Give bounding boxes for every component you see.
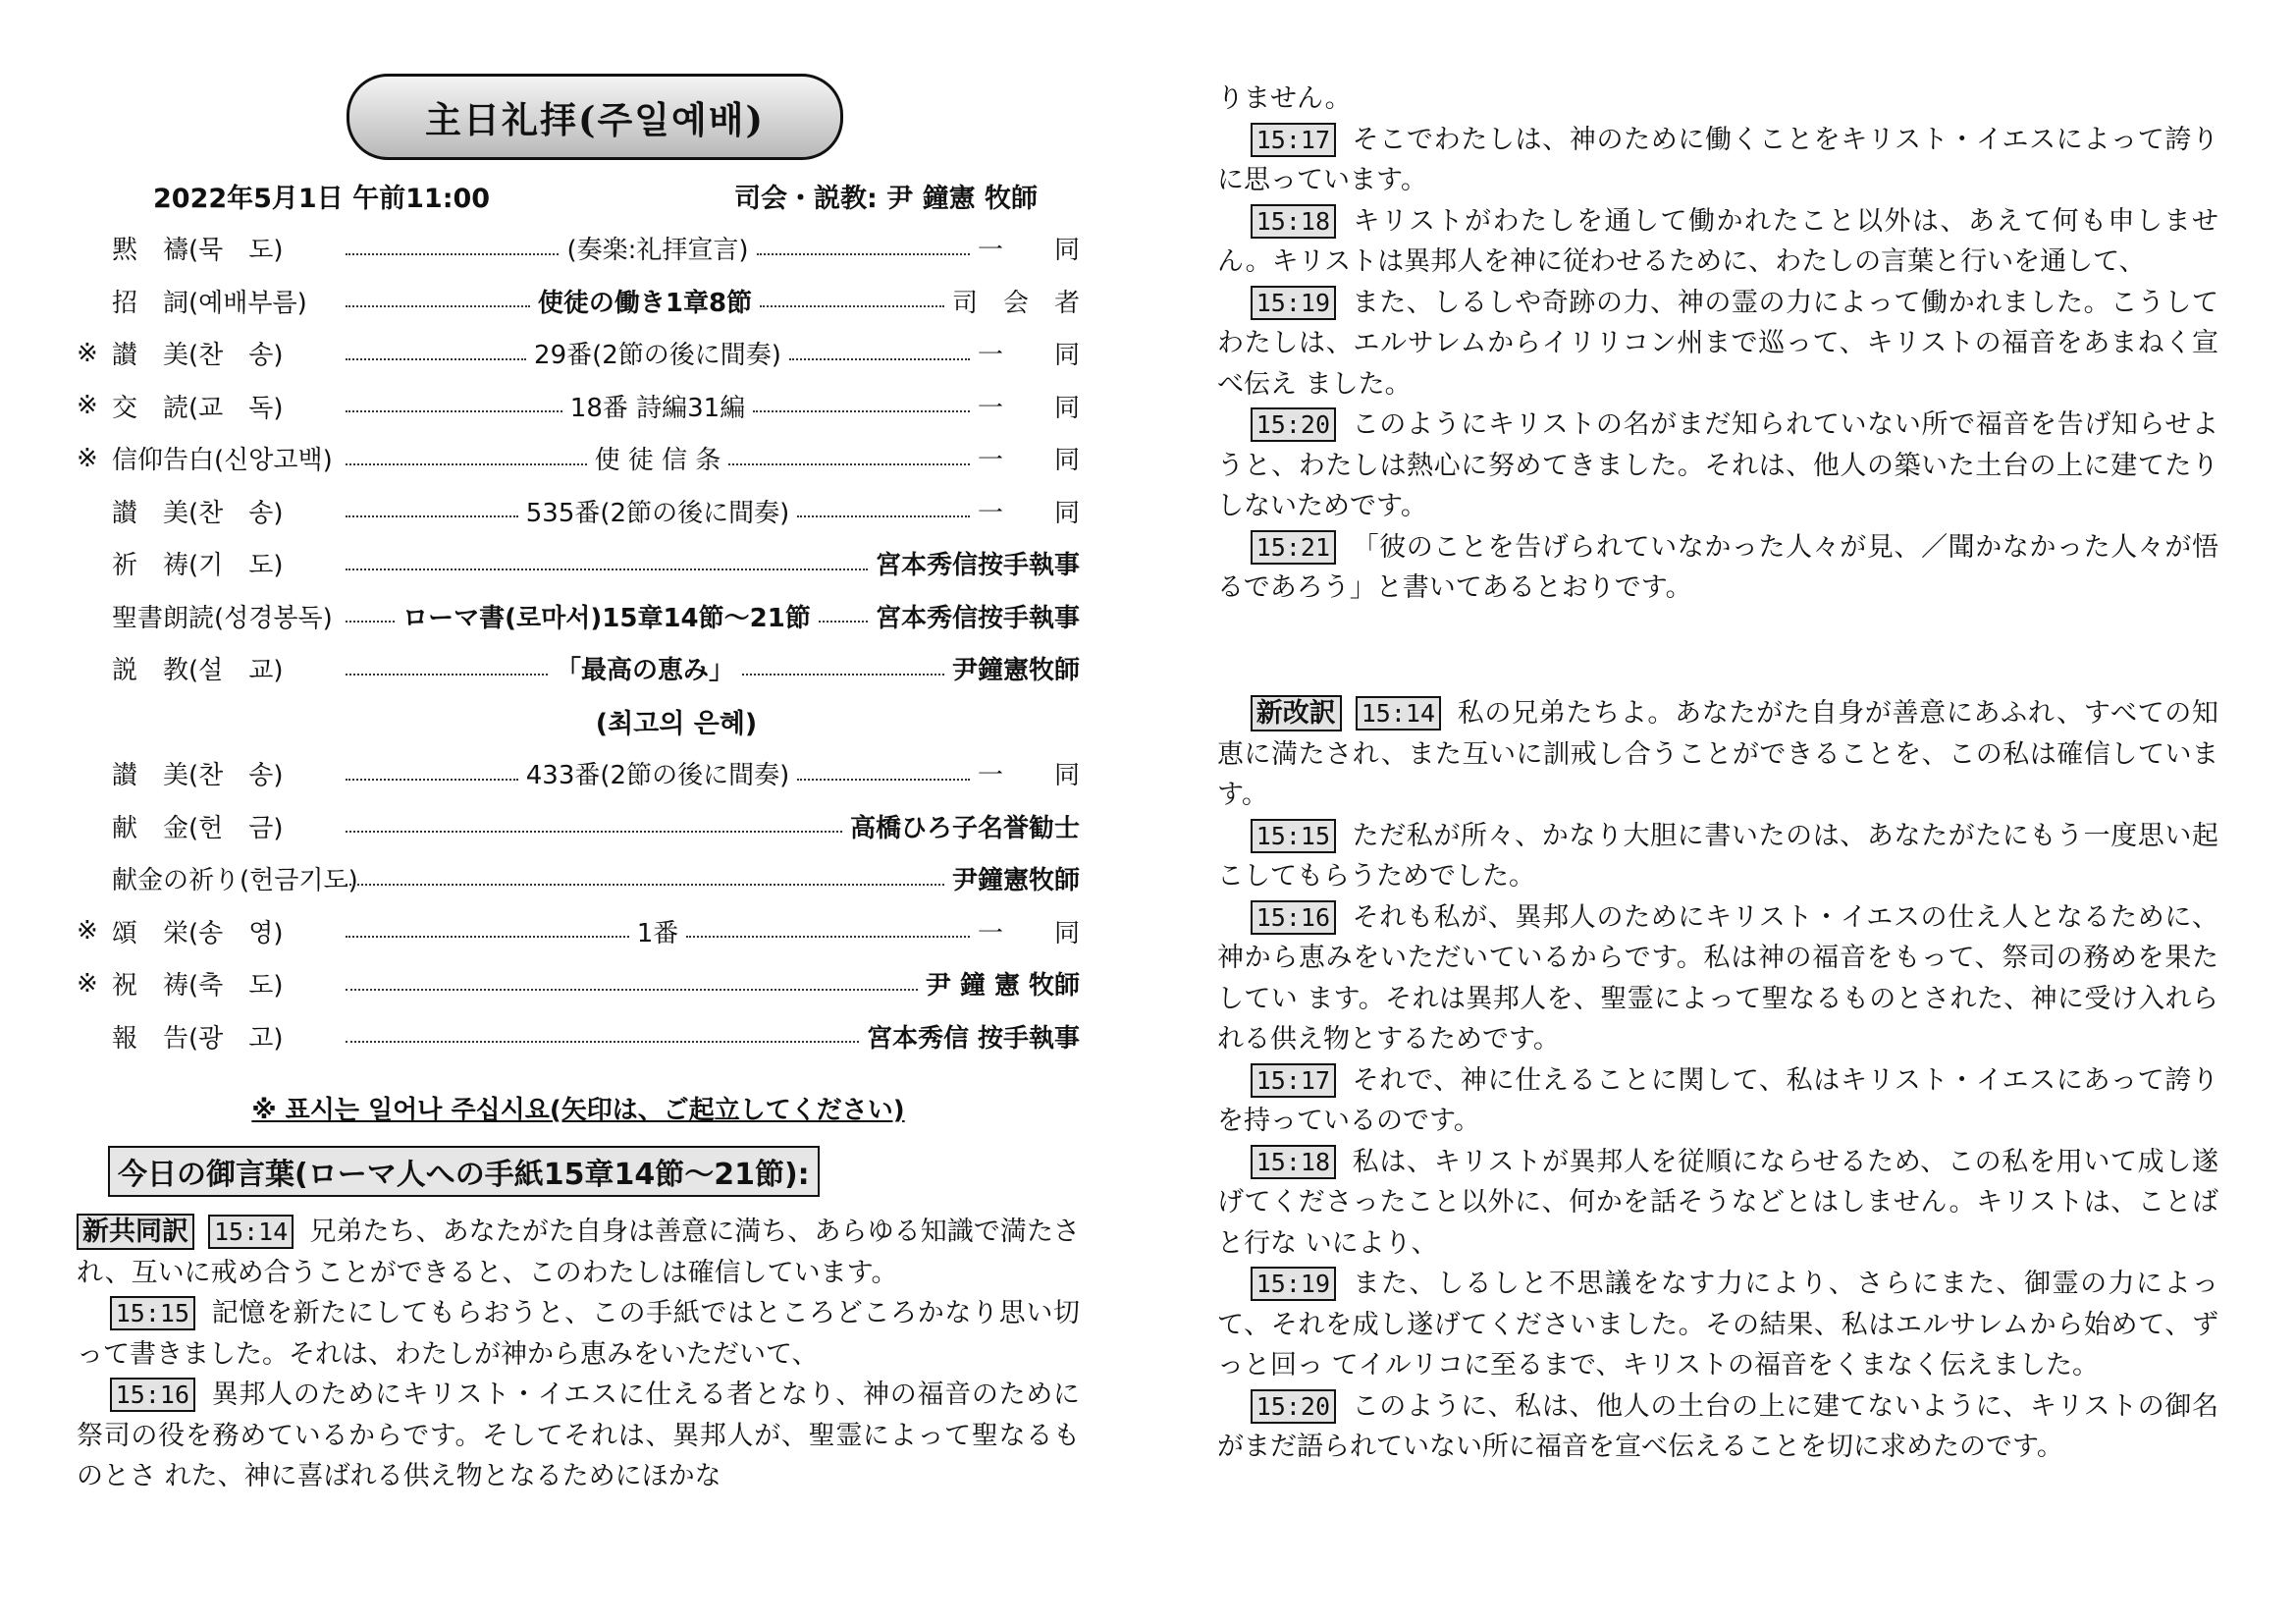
standing-note-text: ※ 표시는 일어나 주십시요(矢印は、ご起立してください) [251, 1096, 905, 1125]
order-content: 18番 詩編31編 [569, 393, 746, 423]
verse-text: 兄弟たち、あなたがた自身は善意に満ち、あらゆる知識で満たされ、互いに戒め合うことができると、このわたしは確信しています。 [77, 1217, 1080, 1288]
order-label: 祝 祷(축 도) [112, 971, 284, 1001]
verse [77, 1212, 1080, 1293]
leader-dots [346, 463, 587, 465]
order-content: 535番(2節の後に間奏) [525, 498, 790, 528]
leader-dots [346, 674, 548, 676]
verse-number: 15:19 [1251, 286, 1336, 320]
verse [1217, 405, 2218, 527]
order-label: 招 詞(예배부름) [112, 288, 307, 318]
order-person: 尹 鐘 憲 牧師 [925, 971, 1080, 1001]
verse-text: そこでわたしは、神のために働くことをキリスト・イエスによって誇りに思っています。 [1217, 124, 2218, 195]
order-person: 一 同 [978, 236, 1081, 266]
leader-dots [686, 936, 970, 938]
order-person: 一 同 [977, 446, 1080, 476]
verse-number: 15:17 [1251, 123, 1336, 157]
verse-number: 15:18 [1251, 1145, 1336, 1179]
order-person: 一 同 [977, 918, 1080, 948]
sermon-title-korean: (최고의 은혜) [595, 708, 758, 739]
verse-number: 15:19 [1251, 1267, 1336, 1301]
verse-text: また、しるしや奇跡の力、神の霊の力によって働かれました。こうしてわたしは、エルサレムからイリリコン州まで巡って、キリストの福音をあまねく宣べ伝え ました。 [1217, 287, 2218, 400]
order-row [77, 590, 1080, 643]
leader-dots [346, 621, 395, 623]
leader-dots [346, 568, 868, 570]
order-person: 宮本秀信按手執事 [875, 603, 1080, 633]
verse-number: 15:21 [1251, 530, 1336, 565]
order-content: ローマ書(로마서)15章14節～21節 [402, 603, 811, 633]
order-label: 頌 栄(송 영) [112, 918, 284, 948]
order-label: 交 読(교 독) [112, 393, 284, 423]
order-row [77, 1010, 1080, 1063]
leader-dots [346, 305, 530, 307]
leader-dots [346, 358, 526, 360]
order-row [77, 747, 1080, 800]
order-row [77, 222, 1080, 275]
kyodo-verses-part1 [77, 1212, 1080, 1497]
standing-note [77, 1090, 1080, 1126]
verse-number: 15:16 [1251, 900, 1336, 935]
order-person: 一 同 [978, 498, 1081, 528]
translation-label: 新共同訳 [77, 1214, 194, 1250]
order-content: (奏楽:礼拝宣言) [566, 236, 749, 266]
verse [1217, 816, 2218, 897]
verse-text: 「彼のことを告げられていなかった人々が見、／聞かなかった人々が悟るであろう」と書いてあるとおりです。 [1217, 531, 2218, 603]
kyodo-verses-part2 [1217, 79, 2218, 609]
stand-mark: ※ [77, 338, 98, 368]
verse-number: 15:20 [1251, 407, 1336, 442]
order-content: 29番(2節の後に間奏) [534, 341, 781, 371]
order-label: 讃 美(찬 송) [112, 761, 284, 791]
order-label: 聖書朗読(성경봉독) [112, 603, 333, 633]
leader-dots [346, 515, 518, 517]
verse-text: 私の兄弟たちよ。あなたがた自身が善意にあふれ、すべての知恵に満たされ、また互いに訓戒し合うことができることを、この私は確信しています。 [1217, 698, 2218, 810]
order-person: 司 会 者 [952, 288, 1081, 318]
order-label: 献金の祈り(헌금기도) [112, 866, 358, 896]
order-label: 説 教(설 교) [112, 656, 284, 686]
verse [77, 1293, 1080, 1375]
leader-dots [346, 253, 559, 255]
leader-dots [753, 410, 970, 412]
order-row [77, 485, 1080, 538]
leader-dots [742, 674, 944, 676]
verse-number: 15:15 [1251, 819, 1336, 853]
verse [77, 1375, 1080, 1497]
leader-dots [760, 305, 944, 307]
verse [1217, 693, 2218, 816]
order-person: 尹鐘憲牧師 [951, 656, 1080, 686]
verse [1217, 1386, 2218, 1468]
order-row [77, 537, 1080, 590]
leader-dots [789, 358, 970, 360]
leader-dots [728, 463, 970, 465]
leader-dots [819, 621, 868, 623]
leader-dots [346, 884, 944, 886]
order-row [77, 327, 1080, 380]
leader-dots [346, 831, 842, 833]
order-person: 宮本秀信按手執事 [875, 551, 1080, 581]
order-row [77, 905, 1080, 958]
verse-text: キリストがわたしを通して働かれたこと以外は、あえて何も申しません。キリストは異邦人を神に従わせるために、わたしの言葉と行いを通して、 [1217, 205, 2218, 277]
service-leader: 司会・説教: 尹 鐘憲 牧師 [734, 184, 1038, 214]
order-content: 使 徒 信 条 [594, 446, 721, 476]
stand-mark: ※ [77, 391, 98, 421]
service-title: 主日礼拝(주일예배) [347, 74, 843, 160]
verse [1217, 527, 2218, 609]
verse-text: 異邦人のためにキリスト・イエスに仕える者となり、神の福音のために祭司の役を務めているからです。そしてそれは、異邦人が、聖霊によって聖なるものとさ れた、神に喜ばれる供え物となるためにほかな [77, 1380, 1080, 1491]
verse [1217, 897, 2218, 1060]
order-row [77, 380, 1080, 433]
order-label: 讃 美(찬 송) [112, 498, 284, 528]
stand-mark: ※ [77, 443, 98, 473]
verse [1217, 1060, 2218, 1142]
verse-continuation: りません。 [1217, 83, 1352, 114]
order-row [77, 852, 1080, 905]
verse-text: このように、私は、他人の土台の上に建てないように、キリストの御名がまだ語られていない所に福音を宣べ伝えることを切に求めたのです。 [1217, 1390, 2218, 1462]
order-person: 一 同 [978, 761, 1081, 791]
verse [1217, 1142, 2218, 1265]
order-label: 黙 禱(묵 도) [112, 236, 284, 266]
leader-dots [346, 410, 562, 412]
stand-mark: ※ [77, 916, 98, 947]
verse-number: 15:16 [110, 1378, 195, 1412]
order-label: 献 金(헌 금) [112, 813, 284, 843]
order-label: 報 告(광 고) [112, 1023, 284, 1054]
order-content: 433番(2節の後に間奏) [525, 761, 790, 791]
shinkai-verses [1217, 693, 2218, 1468]
verse-number: 15:20 [1251, 1389, 1336, 1424]
verse [1217, 283, 2218, 406]
verse-number: 15:14 [1356, 696, 1441, 731]
leader-dots [797, 779, 970, 781]
order-row [77, 275, 1080, 328]
order-person: 宮本秀信 按手執事 [866, 1023, 1080, 1054]
verse-number: 15:18 [1251, 204, 1336, 239]
verse-text: ただ私が所々、かなり大胆に書いたのは、あなたがたにもう一度思い起こしてもらうためでした。 [1217, 820, 2218, 892]
stand-mark: ※ [77, 968, 98, 999]
leader-dots [346, 1041, 859, 1043]
leader-dots [346, 989, 918, 991]
verse [1217, 120, 2218, 201]
verse-text: 私は、キリストが異邦人を従順にならせるため、この私を用いて成し遂げてくださったこと以外に、何かを話そうなどとはしません。キリストは、ことばと行な いにより、 [1217, 1146, 2218, 1259]
order-content: 1番 [636, 918, 679, 948]
verse-number: 15:15 [110, 1296, 195, 1330]
verse-text: それも私が、異邦人のためにキリスト・イエスの仕え人となるために、神から恵みをいただいているからです。私は神の福音をもって、祭司の務めを果たしてい ます。それは異邦人を、聖霊によって聖なるものとされた、神に受け入れられる供え物とするためです。 [1217, 901, 2218, 1055]
verse-number: 15:14 [208, 1215, 294, 1249]
verse-text: それで、神に仕えることに関して、私はキリスト・イエスにあって誇りを持っているのです。 [1217, 1064, 2218, 1136]
leader-dots [797, 515, 970, 517]
order-row [77, 432, 1080, 485]
order-row [77, 642, 1080, 695]
verse [1217, 1264, 2218, 1386]
order-of-service [77, 222, 1080, 1062]
sermon-title: 「最高の恵み」 [555, 656, 734, 686]
order-person: 一 同 [977, 341, 1080, 371]
order-label: 信仰告白(신앙고백) [112, 446, 333, 476]
leader-dots [346, 779, 518, 781]
order-row [77, 695, 1080, 748]
order-row [77, 800, 1080, 853]
service-date: 2022年5月1日 午前11:00 [153, 184, 491, 214]
verse-text: また、しるしと不思議をなす力により、さらにまた、御霊の力によって、それを成し遂げてくださいました。その結果、私はエルサレムから始めて、ずっと回っ てイルリコに至るまで、キリストの福音をくまなく伝えました。 [1217, 1269, 2218, 1380]
order-person: 高橋ひろ子名誉勧士 [849, 813, 1080, 843]
order-content: 使徒の働き1章8節 [537, 288, 753, 318]
verse [1217, 201, 2218, 283]
leader-dots [757, 253, 970, 255]
leader-dots [346, 936, 629, 938]
order-label: 讃 美(찬 송) [112, 341, 284, 371]
verse-number: 15:17 [1251, 1063, 1336, 1098]
order-person: 一 同 [978, 393, 1081, 423]
verse-text: このようにキリストの名がまだ知られていない所で福音を告げ知らせようと、わたしは熱心に努めてきました。それは、他人の築いた土台の上に建てたりしないためです。 [1217, 409, 2218, 521]
scripture-heading: 今日の御言葉(ローマ人への手紙15章14節～21節): [108, 1146, 820, 1197]
order-label: 祈 祷(기 도) [112, 551, 284, 581]
order-person: 尹鐘憲牧師 [951, 866, 1080, 896]
translation-label: 新改訳 [1251, 695, 1342, 731]
verse-text: 記憶を新たにしてもらおうと、この手紙ではところどころかなり思い切って書きました。それは、わたしが神から恵みをいただいて、 [77, 1298, 1080, 1370]
order-row [77, 957, 1080, 1010]
